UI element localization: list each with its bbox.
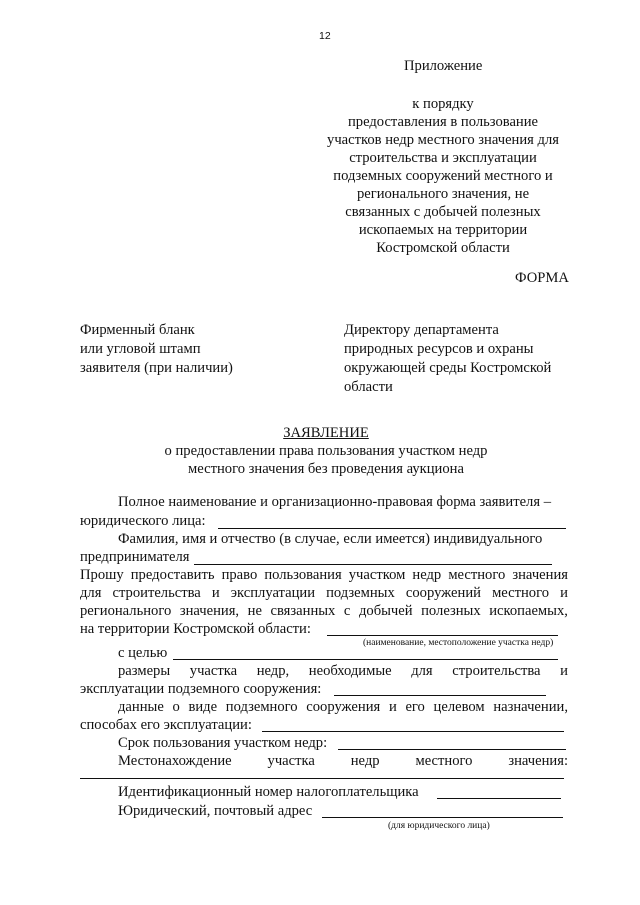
word: недр	[412, 567, 442, 583]
entrepreneur-label: предпринимателя	[80, 549, 190, 565]
appendix-line: Костромской области	[376, 240, 510, 256]
legal-entity-label: юридического лица:	[80, 513, 206, 529]
inn-label: Идентификационный номер налогоплательщика	[118, 784, 419, 800]
letterhead-line: или угловой штамп	[80, 341, 201, 357]
appendix-line: связанных с добычей полезных	[345, 204, 541, 220]
word: эксплуатации	[230, 585, 316, 601]
addressee-line: природных ресурсов и охраны	[344, 341, 534, 357]
appendix-title: Приложение	[404, 58, 483, 74]
addressee-line: Директору департамента	[344, 322, 499, 338]
addressee-line: области	[344, 379, 393, 395]
word: участком	[348, 567, 406, 583]
term-field[interactable]	[338, 749, 566, 750]
word: местного	[492, 585, 550, 601]
request-paragraph-line	[80, 567, 568, 584]
address-field[interactable]	[322, 817, 563, 818]
legal-entity-field[interactable]	[218, 528, 566, 529]
appendix-line: строительства и эксплуатации	[349, 150, 537, 166]
word: местного	[448, 567, 506, 583]
site-dimensions-line	[118, 663, 568, 680]
methods-label: способах его эксплуатации:	[80, 717, 252, 733]
word: размеры	[118, 663, 171, 679]
word: строительства	[452, 663, 541, 679]
appendix-line: регионального значения, не	[356, 186, 530, 202]
word: и	[560, 663, 568, 679]
site-location-note: (наименование, местоположение участка недр)	[363, 638, 554, 648]
word: сооружения	[306, 699, 381, 715]
word: Местонахождение	[118, 753, 232, 769]
word: и	[388, 699, 397, 715]
statement-title: ЗАЯВЛЕНИЕ	[283, 425, 369, 441]
word: предоставить	[130, 567, 215, 583]
word: для	[411, 663, 433, 679]
word: значения	[512, 567, 568, 583]
inn-field[interactable]	[437, 798, 561, 799]
letterhead-line: заявителя (при наличии)	[80, 360, 233, 376]
form-label: ФОРМА	[515, 270, 569, 286]
appendix-line: подземных сооружений местного и	[333, 168, 553, 184]
term-label: Срок пользования участком недр:	[118, 735, 328, 751]
word: назначении,	[493, 699, 568, 715]
word: связанных	[270, 603, 336, 619]
word: сооружений	[405, 585, 481, 601]
request-paragraph-line	[80, 603, 568, 620]
word: недр,	[256, 663, 290, 679]
location-field[interactable]	[80, 778, 564, 779]
word: подземного	[225, 699, 298, 715]
entrepreneur-name-label: Фамилия, имя и отчество (в случае, если имеется) индивидуального	[118, 531, 543, 547]
word: участка	[267, 753, 315, 769]
territory-label: на территории Костромской области:	[80, 621, 311, 637]
statement-subtitle: местного значения без проведения аукциона	[188, 461, 464, 477]
applicant-full-name-label: Полное наименование и организационно-правовая форма заявителя –	[118, 494, 551, 510]
word: и	[211, 585, 220, 601]
word: недр	[350, 753, 380, 769]
page-number: 12	[319, 30, 331, 42]
entrepreneur-field[interactable]	[194, 564, 552, 565]
purpose-field[interactable]	[173, 659, 558, 660]
word: его	[405, 699, 425, 715]
word: пользования	[264, 567, 342, 583]
word: участка	[189, 663, 238, 679]
request-paragraph-line	[80, 585, 568, 602]
word: необходимые	[308, 663, 392, 679]
word: подземных	[326, 585, 395, 601]
word: целевом	[433, 699, 485, 715]
word: для	[80, 585, 102, 601]
word: строительства	[112, 585, 201, 601]
word: значения:	[508, 753, 568, 769]
word: значения,	[179, 603, 240, 619]
word: полезных	[421, 603, 481, 619]
location-line	[118, 753, 568, 770]
operation-label: эксплуатации подземного сооружения:	[80, 681, 322, 697]
word: данные	[118, 699, 164, 715]
word: ископаемых,	[489, 603, 568, 619]
letterhead-line: Фирменный бланк	[80, 322, 195, 338]
word: не	[247, 603, 262, 619]
addressee-line: окружающей среды Костромской	[344, 360, 552, 376]
appendix-line: к порядку	[412, 96, 474, 112]
site-location-field[interactable]	[327, 635, 558, 636]
appendix-line: ископаемых на территории	[358, 222, 528, 238]
word: Прошу	[80, 567, 124, 583]
word: право	[221, 567, 258, 583]
word: и	[560, 585, 568, 601]
purpose-label: с целью	[118, 645, 168, 661]
structure-data-line	[118, 699, 568, 716]
address-label: Юридический, почтовый адрес	[118, 803, 313, 819]
appendix-line: участков недр местного значения для	[327, 132, 559, 148]
statement-subtitle: о предоставлении права пользования участком недр	[164, 443, 488, 459]
word: о	[172, 699, 180, 715]
structure-data-field[interactable]	[262, 731, 564, 732]
word: добычей	[358, 603, 413, 619]
word: местного	[415, 753, 473, 769]
word: с	[343, 603, 351, 619]
word: регионального	[80, 603, 172, 619]
site-dimensions-field[interactable]	[334, 695, 546, 696]
appendix-line: предоставления в пользование	[347, 114, 539, 130]
word: виде	[188, 699, 218, 715]
address-note: (для юридического лица)	[388, 821, 490, 831]
